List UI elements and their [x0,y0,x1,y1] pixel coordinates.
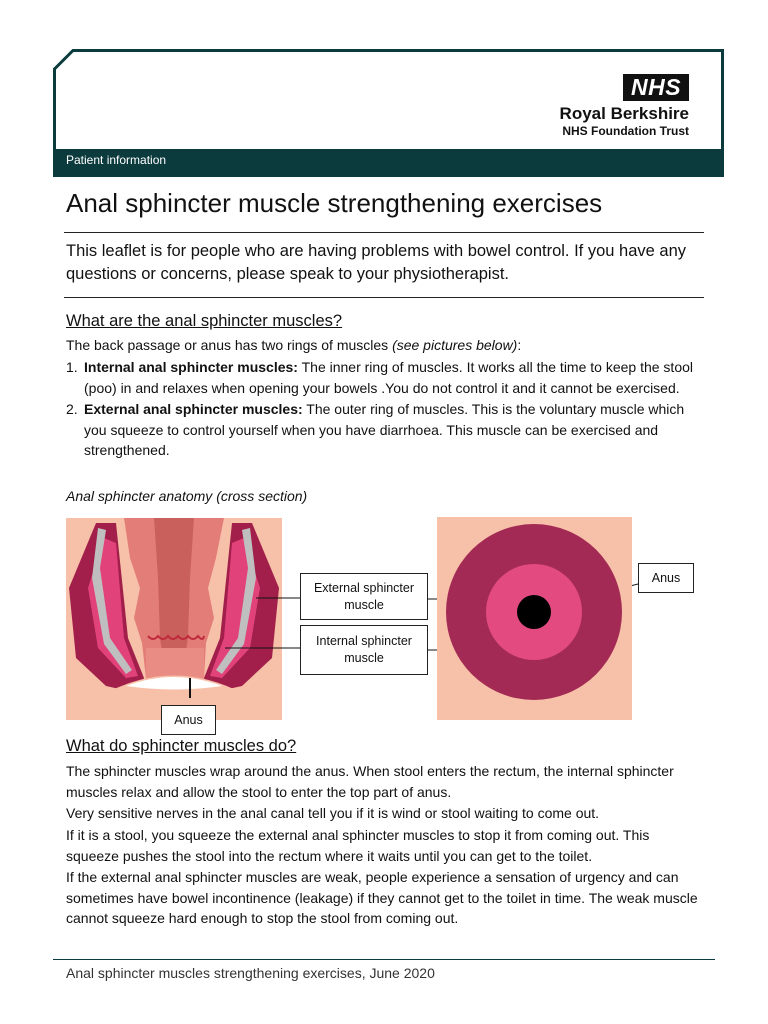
paragraph: Very sensitive nerves in the anal canal tell you if it is wind or stool waiting to come out. [66,805,600,821]
trust-name: Royal Berkshire [559,104,689,123]
label-anus-left: Anus [161,705,216,735]
page-title: Anal sphincter muscle strengthening exercises [66,188,603,218]
banner-label: Patient information [66,153,167,167]
lead-end: : [517,337,522,353]
paragraph: If the external anal sphincter muscles are weak, people experience a sensation of urgency and can sometimes have bowel incontinence (leakage) if they cannot get to the toilet in time. The weak muscle cannot squeeze hard enough to stop the stool from coming out. [66,869,698,926]
nhs-logo: NHS [623,74,689,101]
section-heading-function: What do sphincter muscles do? [66,737,297,755]
page-footer: Anal sphincter muscles strengthening exercises, June 2020 [66,965,435,981]
section-heading-muscles: What are the anal sphincter muscles? [66,312,343,330]
label-anus-right: Anus [638,563,694,593]
trust-subtitle: NHS Foundation Trust [562,124,689,138]
intro-paragraph: This leaflet is for people who are having problems with bowel control. If you have any questions or concerns, please speak to your physiotherapist. [66,242,686,283]
lead-text: The back passage or anus has two rings of muscles [66,337,393,353]
anus-ring-illustration [437,517,632,720]
list-number: 1. [66,359,78,375]
paragraph: If it is a stool, you squeeze the external anal sphincter muscles to stop it from coming out. This squeeze pushes the stool into the rectum where it waits until you can get to the toilet. [66,827,650,864]
paragraph: The sphincter muscles wrap around the anus. When stool enters the rectum, the internal sphincter muscles relax and allow the stool to enter the top part of anus. [66,763,674,800]
list-text: The inner ring of muscles. It works all the time to keep the stool (poo) in and relaxes when opening your bowels .You do not control it and it cannot be exercised. [84,359,694,396]
footer-divider [53,959,715,960]
list-number: 2. [66,401,78,417]
figure-caption: Anal sphincter anatomy (cross section) [66,488,308,504]
list-term: External anal sphincter muscles: [84,401,303,417]
label-internal-sphincter: Internal sphincter muscle [300,625,428,675]
label-external-sphincter: External sphincter muscle [300,573,428,620]
list-text: The outer ring of muscles. This is the voluntary muscle which you squeeze to control yourself when you have diarrhoea. This muscle can be exercised and strengthened. [84,401,685,458]
list-term: Internal anal sphincter muscles: [84,359,298,375]
lead-italic: (see pictures below) [392,337,518,353]
